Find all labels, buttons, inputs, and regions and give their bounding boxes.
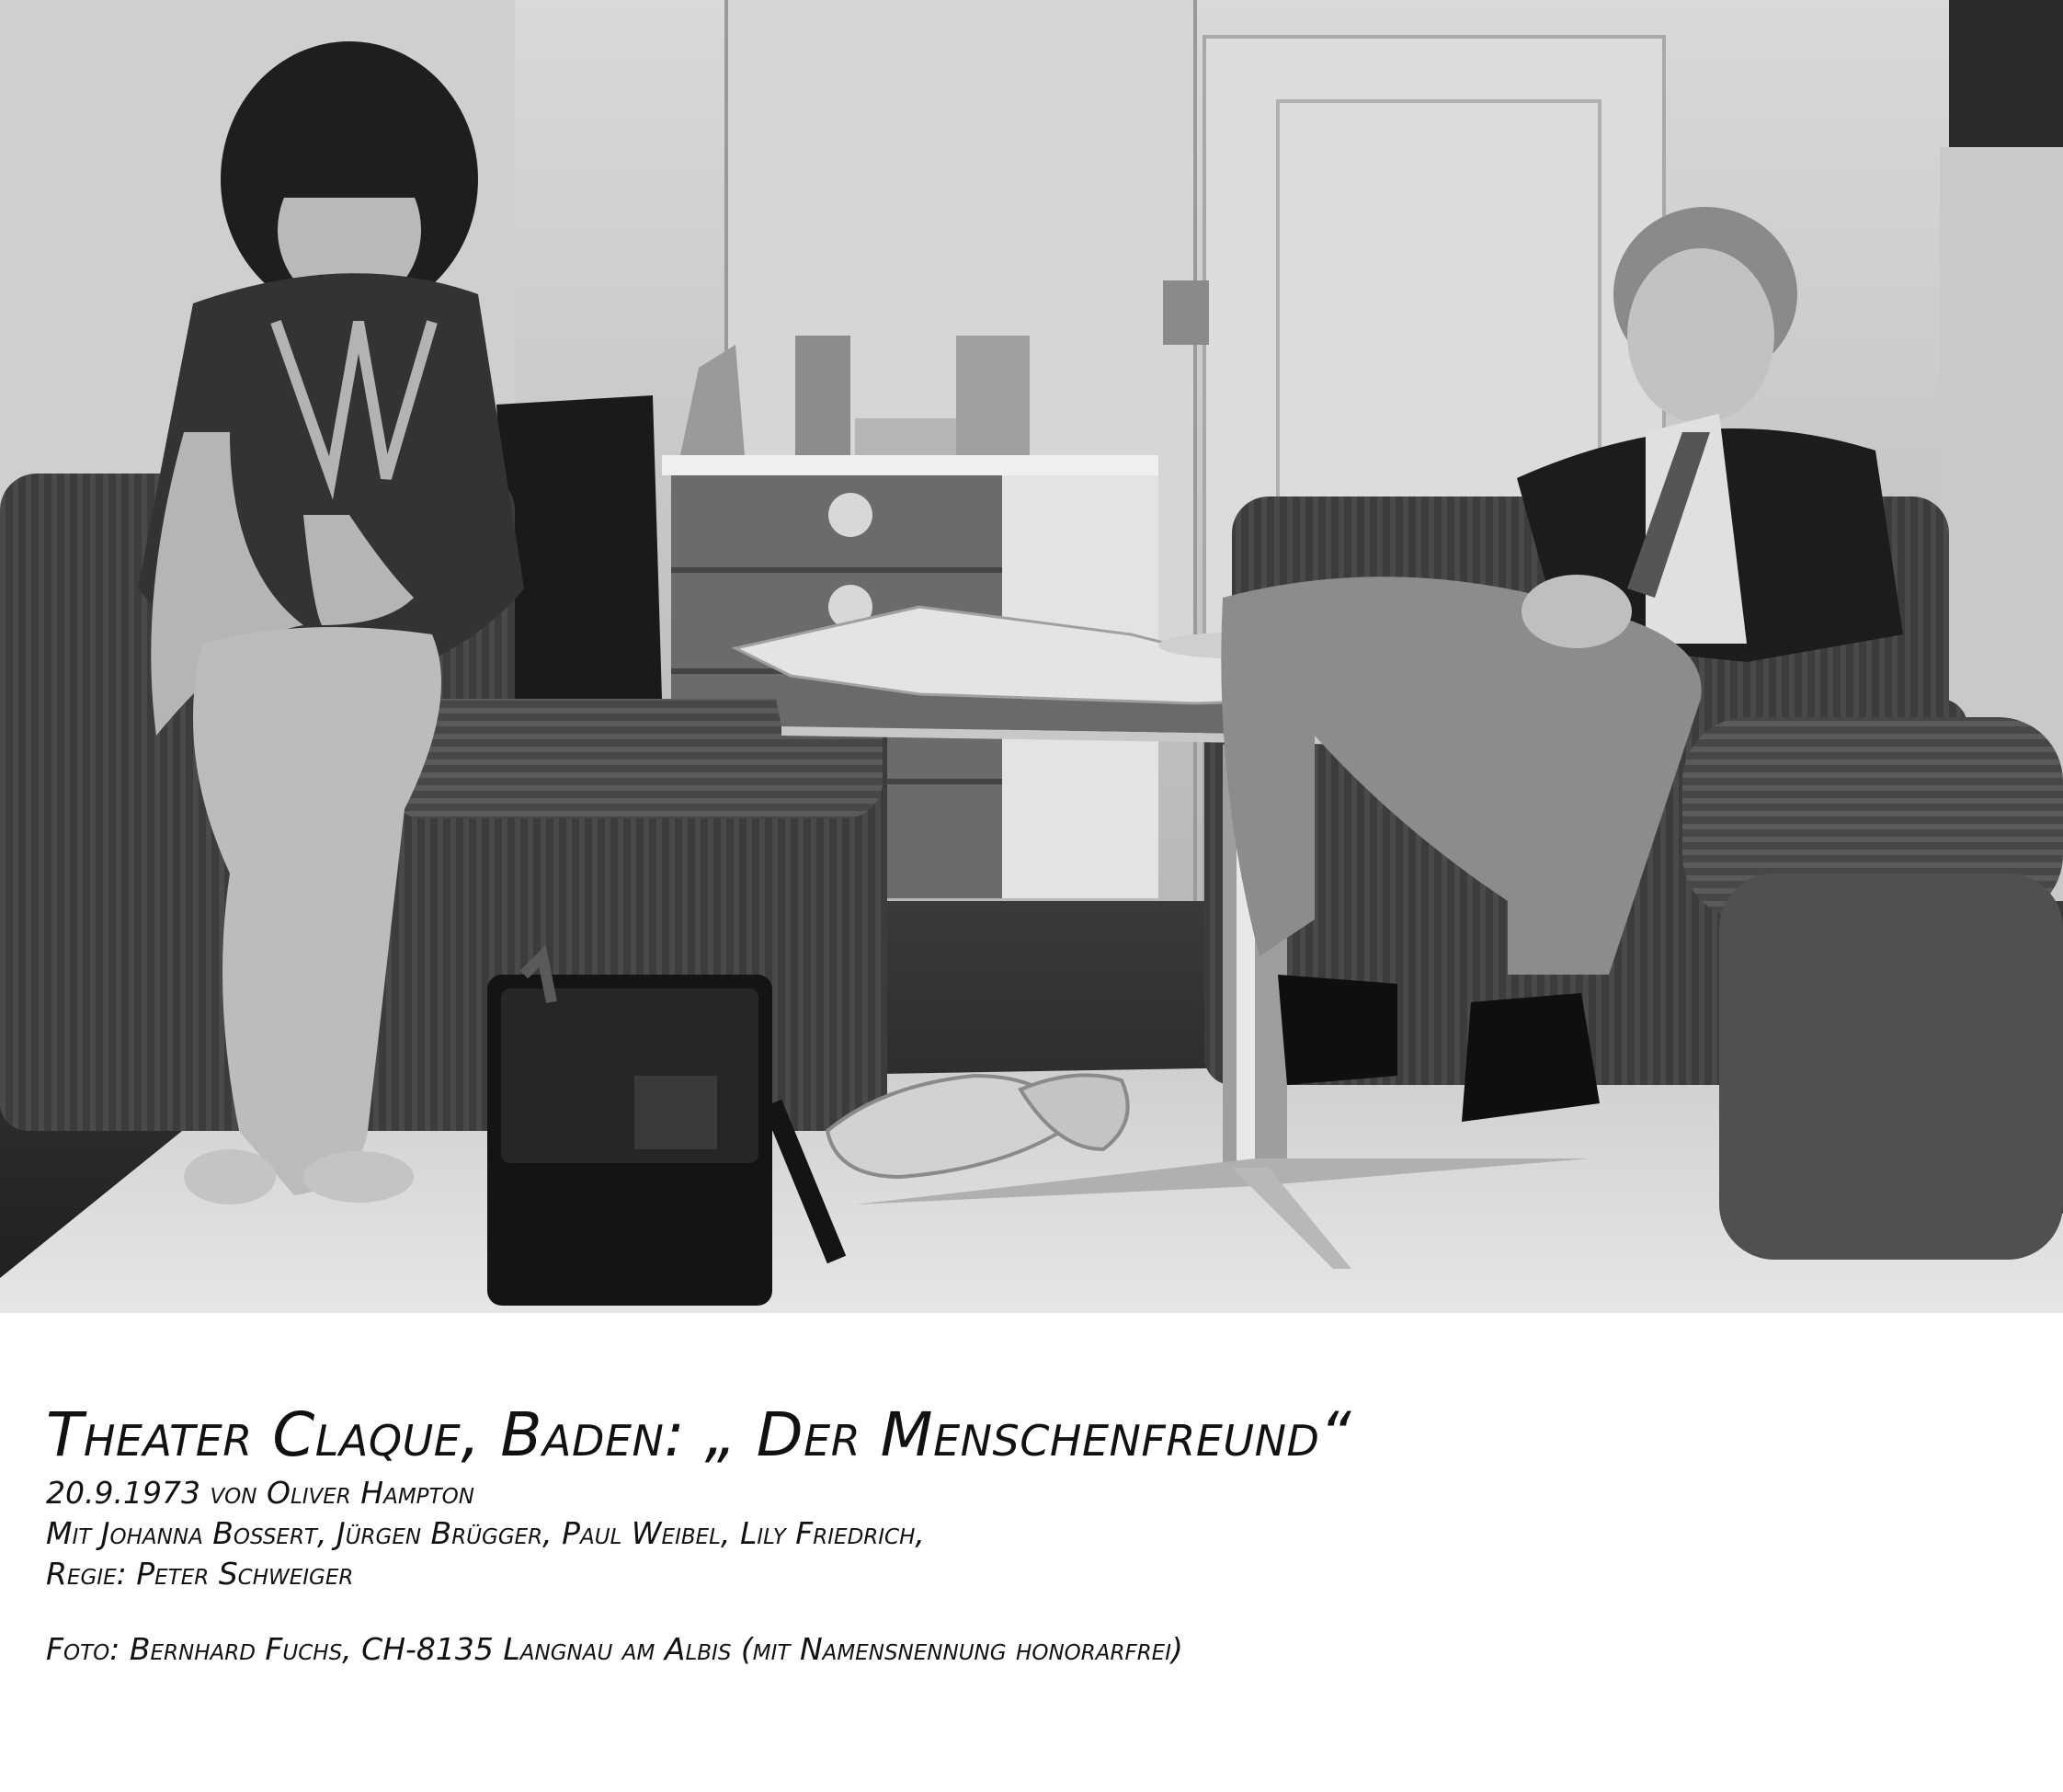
picture-frame — [956, 336, 1030, 455]
handbag-flap — [501, 988, 758, 1163]
caption-director: Regie: Peter Schweiger — [46, 1556, 354, 1592]
caption-date-author: 20.9.1973 von Oliver Hampton — [46, 1475, 474, 1511]
door-hinge — [1163, 280, 1209, 345]
woman-foot — [303, 1151, 414, 1203]
dark-corner — [1949, 0, 2063, 147]
ottoman-right-body — [1719, 873, 2063, 1260]
wooden-chair — [496, 395, 662, 708]
drawer-knob — [828, 493, 872, 537]
man-shoe — [1462, 993, 1600, 1122]
dresser-top — [662, 455, 1158, 475]
picture-frame — [795, 336, 850, 455]
man-hands — [1522, 575, 1632, 648]
caption-spacer — [46, 1594, 2013, 1629]
photo-caption — [46, 1398, 2013, 1670]
man-face — [1627, 248, 1774, 423]
man-shoe — [1278, 975, 1397, 1085]
woman-foot — [184, 1149, 276, 1204]
caption-cast: Mit Johanna Bossert, Jürgen Brügger, Paul Weibel, Lily Friedrich, — [46, 1515, 925, 1551]
woman-bangs — [276, 147, 427, 198]
book-stack — [855, 418, 956, 455]
caption-title: Theater Claque, Baden: „ Der Menschenfreund“ — [46, 1399, 1352, 1470]
caption-photo-credit: Foto: Bernhard Fuchs, CH-8135 Langnau am Albis (mit Namensnennung honorarfrei) — [46, 1631, 1183, 1667]
handbag-clasp — [634, 1076, 717, 1149]
